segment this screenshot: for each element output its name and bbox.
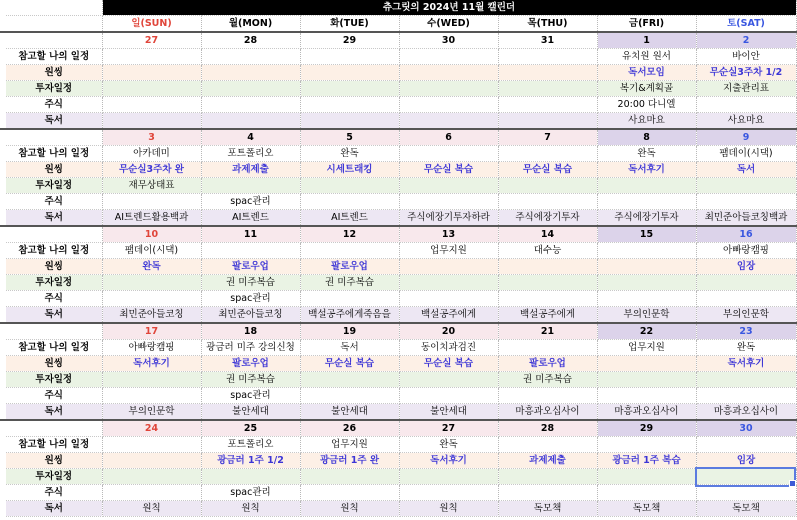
stock-cell[interactable] bbox=[597, 485, 696, 501]
plan-cell[interactable] bbox=[696, 437, 796, 453]
wonsing-cell[interactable]: 무순실 복습 bbox=[399, 356, 498, 372]
calendar-title[interactable]: 츄그릿의 2024년 11월 캘린더 bbox=[102, 0, 796, 16]
read-cell[interactable] bbox=[498, 113, 597, 130]
plan-cell[interactable] bbox=[201, 49, 300, 65]
date-label-blank[interactable] bbox=[6, 226, 102, 243]
read-cell[interactable]: 최민준아들코칭백과 bbox=[696, 210, 796, 227]
wonsing-cell[interactable]: 팔로우업 bbox=[300, 259, 399, 275]
stock-cell[interactable]: 20:00 다니엘 bbox=[597, 97, 696, 113]
week-wonsing-row bbox=[0, 162, 796, 178]
plan-cell[interactable]: 업무지원 bbox=[399, 243, 498, 259]
wonsing-cell[interactable]: 무순실 복습 bbox=[399, 162, 498, 178]
wonsing-cell[interactable]: 독서후기 bbox=[102, 356, 201, 372]
invest-cell[interactable] bbox=[300, 81, 399, 97]
date-cell[interactable]: 13 bbox=[399, 226, 498, 243]
read-cell[interactable]: 백설공주에게죽음을 bbox=[300, 307, 399, 324]
day-header-row bbox=[0, 16, 796, 33]
stock-cell[interactable] bbox=[696, 194, 796, 210]
week-stock-row bbox=[0, 485, 796, 501]
stock-cell[interactable] bbox=[696, 485, 796, 501]
plan-cell[interactable]: 아카데미 bbox=[102, 146, 201, 162]
stock-cell[interactable] bbox=[597, 388, 696, 404]
invest-cell[interactable] bbox=[201, 469, 300, 485]
read-cell[interactable]: 불안세대 bbox=[201, 404, 300, 421]
date-cell[interactable]: 30 bbox=[399, 32, 498, 49]
invest-cell[interactable] bbox=[399, 81, 498, 97]
plan-cell[interactable] bbox=[498, 437, 597, 453]
invest-cell[interactable] bbox=[696, 178, 796, 194]
week-read-row bbox=[0, 307, 796, 324]
date-cell[interactable]: 7 bbox=[498, 129, 597, 146]
row-label-stock[interactable]: 주식 bbox=[6, 388, 102, 404]
stock-cell[interactable] bbox=[399, 194, 498, 210]
day-header-cell[interactable]: 금(FRI) bbox=[597, 16, 696, 33]
stock-cell[interactable] bbox=[300, 194, 399, 210]
invest-cell[interactable] bbox=[399, 178, 498, 194]
week-wonsing-row bbox=[0, 356, 796, 372]
read-cell[interactable]: 백설공주에게 bbox=[399, 307, 498, 324]
date-cell[interactable]: 18 bbox=[201, 323, 300, 340]
date-cell[interactable]: 10 bbox=[102, 226, 201, 243]
row-label-wonsing[interactable]: 원씽 bbox=[6, 259, 102, 275]
read-cell[interactable]: AI트렌드 bbox=[201, 210, 300, 227]
read-cell[interactable]: AI트렌드 bbox=[300, 210, 399, 227]
row-label-wonsing[interactable]: 원씽 bbox=[6, 162, 102, 178]
invest-cell[interactable] bbox=[102, 469, 201, 485]
read-cell[interactable]: 최민준아들코칭 bbox=[201, 307, 300, 324]
date-cell[interactable]: 26 bbox=[300, 420, 399, 437]
wonsing-cell[interactable] bbox=[597, 259, 696, 275]
week-date-row bbox=[0, 129, 796, 146]
read-cell[interactable]: 독모책 bbox=[696, 501, 796, 517]
wonsing-cell[interactable] bbox=[399, 259, 498, 275]
date-cell[interactable]: 29 bbox=[300, 32, 399, 49]
read-cell[interactable]: 마흥과오십사이 bbox=[696, 404, 796, 421]
plan-cell[interactable]: 동이치과검진 bbox=[399, 340, 498, 356]
stock-cell[interactable]: spac관리 bbox=[201, 291, 300, 307]
week-date-row bbox=[0, 420, 796, 437]
read-cell[interactable]: 마흥과오십사이 bbox=[597, 404, 696, 421]
read-cell[interactable]: 최민준아들코칭 bbox=[102, 307, 201, 324]
day-header-cell[interactable]: 화(TUE) bbox=[300, 16, 399, 33]
read-cell[interactable]: 원칙 bbox=[300, 501, 399, 517]
wonsing-cell[interactable]: 무순실 복습 bbox=[498, 162, 597, 178]
date-cell[interactable]: 6 bbox=[399, 129, 498, 146]
plan-cell[interactable]: 완독 bbox=[696, 340, 796, 356]
date-cell[interactable]: 19 bbox=[300, 323, 399, 340]
wonsing-cell[interactable]: 과제제출 bbox=[201, 162, 300, 178]
row-label-wonsing[interactable]: 원씽 bbox=[6, 65, 102, 81]
row-label-read[interactable]: 독서 bbox=[6, 113, 102, 130]
wonsing-cell[interactable]: 팔로우업 bbox=[498, 356, 597, 372]
week-read-row bbox=[0, 113, 796, 130]
invest-cell[interactable] bbox=[102, 275, 201, 291]
stock-cell[interactable] bbox=[399, 291, 498, 307]
stock-cell[interactable] bbox=[102, 291, 201, 307]
date-cell[interactable]: 25 bbox=[201, 420, 300, 437]
stock-cell[interactable] bbox=[300, 291, 399, 307]
week-plan-row bbox=[0, 146, 796, 162]
plan-cell[interactable] bbox=[102, 437, 201, 453]
plan-cell[interactable] bbox=[201, 243, 300, 259]
wonsing-cell[interactable]: 광금러 1주 완 bbox=[300, 453, 399, 469]
row-label-plan[interactable]: 참고할 나의 일정 bbox=[6, 437, 102, 453]
invest-cell[interactable] bbox=[597, 275, 696, 291]
plan-cell[interactable]: 대수능 bbox=[498, 243, 597, 259]
week-plan-row bbox=[0, 340, 796, 356]
invest-cell[interactable] bbox=[498, 469, 597, 485]
week-plan-row bbox=[0, 437, 796, 453]
stock-cell[interactable] bbox=[498, 388, 597, 404]
row-label-stock[interactable]: 주식 bbox=[6, 97, 102, 113]
date-cell[interactable]: 15 bbox=[597, 226, 696, 243]
read-cell[interactable]: 불안세대 bbox=[399, 404, 498, 421]
read-cell[interactable]: 사요마요 bbox=[696, 113, 796, 130]
invest-cell[interactable]: 재무상태표 bbox=[102, 178, 201, 194]
stock-cell[interactable] bbox=[399, 485, 498, 501]
date-cell[interactable]: 21 bbox=[498, 323, 597, 340]
read-cell[interactable]: 부의인문학 bbox=[597, 307, 696, 324]
date-cell[interactable]: 17 bbox=[102, 323, 201, 340]
stock-cell[interactable] bbox=[399, 97, 498, 113]
week-plan-row bbox=[0, 243, 796, 259]
plan-cell[interactable]: 포트폴리오 bbox=[201, 146, 300, 162]
plan-cell[interactable]: 광금러 미주 강의신청 bbox=[201, 340, 300, 356]
week-stock-row bbox=[0, 194, 796, 210]
date-label-blank[interactable] bbox=[6, 420, 102, 437]
plan-cell[interactable]: 완독 bbox=[300, 146, 399, 162]
invest-cell[interactable]: 권 미주복습 bbox=[300, 275, 399, 291]
wonsing-cell[interactable]: 임장 bbox=[696, 453, 796, 469]
week-read-row bbox=[0, 210, 796, 227]
invest-cell[interactable]: 지출관리표 bbox=[696, 81, 796, 97]
row-label-read[interactable]: 독서 bbox=[6, 404, 102, 421]
date-cell[interactable]: 22 bbox=[597, 323, 696, 340]
row-label-invest[interactable]: 투자일정 bbox=[6, 372, 102, 388]
week-date-row bbox=[0, 226, 796, 243]
stock-cell[interactable] bbox=[696, 291, 796, 307]
day-header-cell[interactable]: 월(MON) bbox=[201, 16, 300, 33]
week-date-row bbox=[0, 32, 796, 49]
invest-cell[interactable]: 권 미주복습 bbox=[201, 275, 300, 291]
row-label-plan[interactable]: 참고할 나의 일정 bbox=[6, 146, 102, 162]
week-date-row bbox=[0, 323, 796, 340]
wonsing-cell[interactable] bbox=[102, 65, 201, 81]
stock-cell[interactable] bbox=[696, 388, 796, 404]
stock-cell[interactable] bbox=[102, 97, 201, 113]
day-header-cell[interactable]: 토(SAT) bbox=[696, 16, 796, 33]
plan-cell[interactable]: 팸데이(시댁) bbox=[102, 243, 201, 259]
week-wonsing-row bbox=[0, 65, 796, 81]
date-label-blank[interactable] bbox=[6, 32, 102, 49]
stock-cell[interactable] bbox=[300, 485, 399, 501]
wonsing-cell[interactable]: 독서모임 bbox=[597, 65, 696, 81]
week-invest-row bbox=[0, 178, 796, 194]
wonsing-cell[interactable]: 독서 bbox=[696, 162, 796, 178]
plan-cell[interactable]: 업무지원 bbox=[597, 340, 696, 356]
row-label-plan[interactable]: 참고할 나의 일정 bbox=[6, 340, 102, 356]
invest-cell[interactable] bbox=[201, 81, 300, 97]
date-cell[interactable]: 11 bbox=[201, 226, 300, 243]
read-cell[interactable]: 백설공주에게 bbox=[498, 307, 597, 324]
invest-cell[interactable] bbox=[399, 275, 498, 291]
invest-cell[interactable] bbox=[102, 372, 201, 388]
wonsing-cell[interactable]: 팔로우업 bbox=[201, 356, 300, 372]
stock-cell[interactable] bbox=[102, 485, 201, 501]
invest-cell[interactable] bbox=[498, 178, 597, 194]
invest-cell[interactable] bbox=[597, 469, 696, 485]
plan-cell[interactable]: 아빠랑캠핑 bbox=[102, 340, 201, 356]
day-header-blank[interactable] bbox=[6, 16, 102, 33]
read-cell[interactable]: 마흥과오십사이 bbox=[498, 404, 597, 421]
stock-cell[interactable] bbox=[102, 194, 201, 210]
plan-cell[interactable]: 아빠랑캠핑 bbox=[696, 243, 796, 259]
row-label-plan[interactable]: 참고할 나의 일정 bbox=[6, 49, 102, 65]
week-stock-row bbox=[0, 388, 796, 404]
date-cell[interactable]: 23 bbox=[696, 323, 796, 340]
invest-cell[interactable] bbox=[696, 372, 796, 388]
plan-cell[interactable]: 독서 bbox=[300, 340, 399, 356]
date-cell[interactable]: 12 bbox=[300, 226, 399, 243]
read-cell[interactable] bbox=[399, 113, 498, 130]
plan-cell[interactable] bbox=[597, 243, 696, 259]
read-cell[interactable]: 주식에장기투자 bbox=[498, 210, 597, 227]
date-cell[interactable]: 27 bbox=[102, 32, 201, 49]
stock-cell[interactable] bbox=[498, 97, 597, 113]
date-cell[interactable]: 31 bbox=[498, 32, 597, 49]
row-label-invest[interactable]: 투자일정 bbox=[6, 275, 102, 291]
plan-cell[interactable]: 팸데이(시댁) bbox=[696, 146, 796, 162]
week-invest-row bbox=[0, 81, 796, 97]
date-cell[interactable]: 27 bbox=[399, 420, 498, 437]
day-header-cell[interactable]: 수(WED) bbox=[399, 16, 498, 33]
wonsing-cell[interactable]: 임장 bbox=[696, 259, 796, 275]
row-label-stock[interactable]: 주식 bbox=[6, 291, 102, 307]
plan-cell[interactable]: 완독 bbox=[399, 437, 498, 453]
week-stock-row bbox=[0, 291, 796, 307]
title-blank[interactable] bbox=[6, 0, 102, 16]
week-read-row bbox=[0, 404, 796, 421]
plan-cell[interactable] bbox=[498, 340, 597, 356]
plan-cell[interactable] bbox=[399, 49, 498, 65]
wonsing-cell[interactable]: 독서후기 bbox=[597, 162, 696, 178]
row-label-read[interactable]: 독서 bbox=[6, 501, 102, 517]
read-cell[interactable] bbox=[201, 113, 300, 130]
read-cell[interactable]: 독모책 bbox=[597, 501, 696, 517]
wonsing-cell[interactable] bbox=[300, 65, 399, 81]
plan-cell[interactable] bbox=[102, 49, 201, 65]
stock-cell[interactable] bbox=[498, 194, 597, 210]
read-cell[interactable]: 주식에장기투자하라 bbox=[399, 210, 498, 227]
read-cell[interactable]: AI트렌드활용백과 bbox=[102, 210, 201, 227]
invest-cell[interactable] bbox=[597, 372, 696, 388]
read-cell[interactable]: 원칙 bbox=[399, 501, 498, 517]
wonsing-cell[interactable] bbox=[498, 259, 597, 275]
date-cell[interactable]: 16 bbox=[696, 226, 796, 243]
plan-cell[interactable]: 유치원 원서 bbox=[597, 49, 696, 65]
wonsing-cell[interactable] bbox=[597, 356, 696, 372]
row-label-invest[interactable]: 투자일정 bbox=[6, 178, 102, 194]
date-cell[interactable]: 29 bbox=[597, 420, 696, 437]
week-invest-row bbox=[0, 275, 796, 291]
date-cell[interactable]: 8 bbox=[597, 129, 696, 146]
stock-cell[interactable]: spac관리 bbox=[201, 485, 300, 501]
date-cell[interactable]: 20 bbox=[399, 323, 498, 340]
week-stock-row bbox=[0, 97, 796, 113]
stock-cell[interactable]: spac관리 bbox=[201, 388, 300, 404]
wonsing-cell[interactable] bbox=[498, 65, 597, 81]
plan-cell[interactable]: 바이안 bbox=[696, 49, 796, 65]
invest-cell[interactable] bbox=[102, 81, 201, 97]
invest-cell[interactable] bbox=[498, 81, 597, 97]
date-cell[interactable]: 2 bbox=[696, 32, 796, 49]
week-wonsing-row bbox=[0, 453, 796, 469]
invest-cell[interactable] bbox=[399, 372, 498, 388]
read-cell[interactable]: 주식에장기투자 bbox=[597, 210, 696, 227]
stock-cell[interactable] bbox=[597, 291, 696, 307]
read-cell[interactable]: 부의인문학 bbox=[696, 307, 796, 324]
plan-cell[interactable]: 업무지원 bbox=[300, 437, 399, 453]
title-row bbox=[0, 0, 796, 16]
plan-cell[interactable]: 완독 bbox=[597, 146, 696, 162]
read-cell[interactable]: 독모책 bbox=[498, 501, 597, 517]
stock-cell[interactable] bbox=[597, 194, 696, 210]
wonsing-cell[interactable]: 무순실 복습 bbox=[300, 356, 399, 372]
row-label-stock[interactable]: 주식 bbox=[6, 485, 102, 501]
invest-cell[interactable] bbox=[696, 275, 796, 291]
week-plan-row bbox=[0, 49, 796, 65]
read-cell[interactable]: 사요마요 bbox=[597, 113, 696, 130]
wonsing-cell[interactable] bbox=[102, 453, 201, 469]
row-label-wonsing[interactable]: 원씽 bbox=[6, 356, 102, 372]
stock-cell[interactable] bbox=[498, 291, 597, 307]
date-cell[interactable]: 9 bbox=[696, 129, 796, 146]
row-label-plan[interactable]: 참고할 나의 일정 bbox=[6, 243, 102, 259]
read-cell[interactable]: 불안세대 bbox=[300, 404, 399, 421]
week-wonsing-row bbox=[0, 259, 796, 275]
row-label-stock[interactable]: 주식 bbox=[6, 194, 102, 210]
plan-cell[interactable] bbox=[597, 437, 696, 453]
row-label-wonsing[interactable]: 원씽 bbox=[6, 453, 102, 469]
day-header-cell[interactable]: 목(THU) bbox=[498, 16, 597, 33]
plan-cell[interactable] bbox=[498, 146, 597, 162]
stock-cell[interactable]: spac관리 bbox=[201, 194, 300, 210]
stock-cell[interactable] bbox=[102, 388, 201, 404]
row-label-invest[interactable]: 투자일정 bbox=[6, 81, 102, 97]
stock-cell[interactable] bbox=[399, 388, 498, 404]
date-label-blank[interactable] bbox=[6, 323, 102, 340]
week-invest-row bbox=[0, 469, 796, 485]
invest-cell[interactable] bbox=[300, 372, 399, 388]
fill-handle[interactable] bbox=[789, 480, 796, 487]
read-cell[interactable] bbox=[102, 113, 201, 130]
stock-cell[interactable] bbox=[201, 97, 300, 113]
wonsing-cell[interactable]: 광금러 1주 1/2 bbox=[201, 453, 300, 469]
wonsing-cell[interactable]: 시세트래킹 bbox=[300, 162, 399, 178]
plan-cell[interactable] bbox=[498, 49, 597, 65]
wonsing-cell[interactable]: 무순실3주차 1/2 bbox=[696, 65, 796, 81]
week-read-row bbox=[0, 501, 796, 517]
date-cell[interactable]: 14 bbox=[498, 226, 597, 243]
invest-cell[interactable]: 권 미주복습 bbox=[201, 372, 300, 388]
plan-cell[interactable] bbox=[399, 146, 498, 162]
date-label-blank[interactable] bbox=[6, 129, 102, 146]
date-cell[interactable]: 3 bbox=[102, 129, 201, 146]
stock-cell[interactable] bbox=[696, 97, 796, 113]
date-cell[interactable]: 1 bbox=[597, 32, 696, 49]
invest-cell[interactable] bbox=[696, 469, 796, 485]
invest-cell[interactable]: 복기&계획골 bbox=[597, 81, 696, 97]
wonsing-cell[interactable]: 무순실3주차 완 bbox=[102, 162, 201, 178]
week-invest-row bbox=[0, 372, 796, 388]
wonsing-cell[interactable]: 독서후기 bbox=[696, 356, 796, 372]
stock-cell[interactable] bbox=[300, 97, 399, 113]
stock-cell[interactable] bbox=[300, 388, 399, 404]
read-cell[interactable]: 부의인문학 bbox=[102, 404, 201, 421]
date-cell[interactable]: 24 bbox=[102, 420, 201, 437]
stock-cell[interactable] bbox=[498, 485, 597, 501]
wonsing-cell[interactable]: 과제제출 bbox=[498, 453, 597, 469]
wonsing-cell[interactable] bbox=[399, 65, 498, 81]
invest-cell[interactable] bbox=[399, 469, 498, 485]
invest-cell[interactable] bbox=[300, 469, 399, 485]
date-cell[interactable]: 4 bbox=[201, 129, 300, 146]
read-cell[interactable] bbox=[300, 113, 399, 130]
row-label-invest[interactable]: 투자일정 bbox=[6, 469, 102, 485]
wonsing-cell[interactable]: 독서후기 bbox=[399, 453, 498, 469]
wonsing-cell[interactable]: 팔로우업 bbox=[201, 259, 300, 275]
plan-cell[interactable] bbox=[300, 243, 399, 259]
invest-cell[interactable] bbox=[498, 275, 597, 291]
date-cell[interactable]: 28 bbox=[498, 420, 597, 437]
date-cell[interactable]: 5 bbox=[300, 129, 399, 146]
wonsing-cell[interactable]: 광금러 1주 복습 bbox=[597, 453, 696, 469]
wonsing-cell[interactable] bbox=[201, 65, 300, 81]
read-cell[interactable]: 원칙 bbox=[201, 501, 300, 517]
row-label-read[interactable]: 독서 bbox=[6, 307, 102, 324]
invest-cell[interactable] bbox=[300, 178, 399, 194]
invest-cell[interactable] bbox=[597, 178, 696, 194]
wonsing-cell[interactable]: 완독 bbox=[102, 259, 201, 275]
row-label-read[interactable]: 독서 bbox=[6, 210, 102, 227]
day-header-cell[interactable]: 일(SUN) bbox=[102, 16, 201, 33]
date-cell[interactable]: 30 bbox=[696, 420, 796, 437]
invest-cell[interactable] bbox=[201, 178, 300, 194]
plan-cell[interactable]: 포트폴리오 bbox=[201, 437, 300, 453]
plan-cell[interactable] bbox=[300, 49, 399, 65]
invest-cell[interactable]: 권 미주복습 bbox=[498, 372, 597, 388]
date-cell[interactable]: 28 bbox=[201, 32, 300, 49]
read-cell[interactable]: 원칙 bbox=[102, 501, 201, 517]
